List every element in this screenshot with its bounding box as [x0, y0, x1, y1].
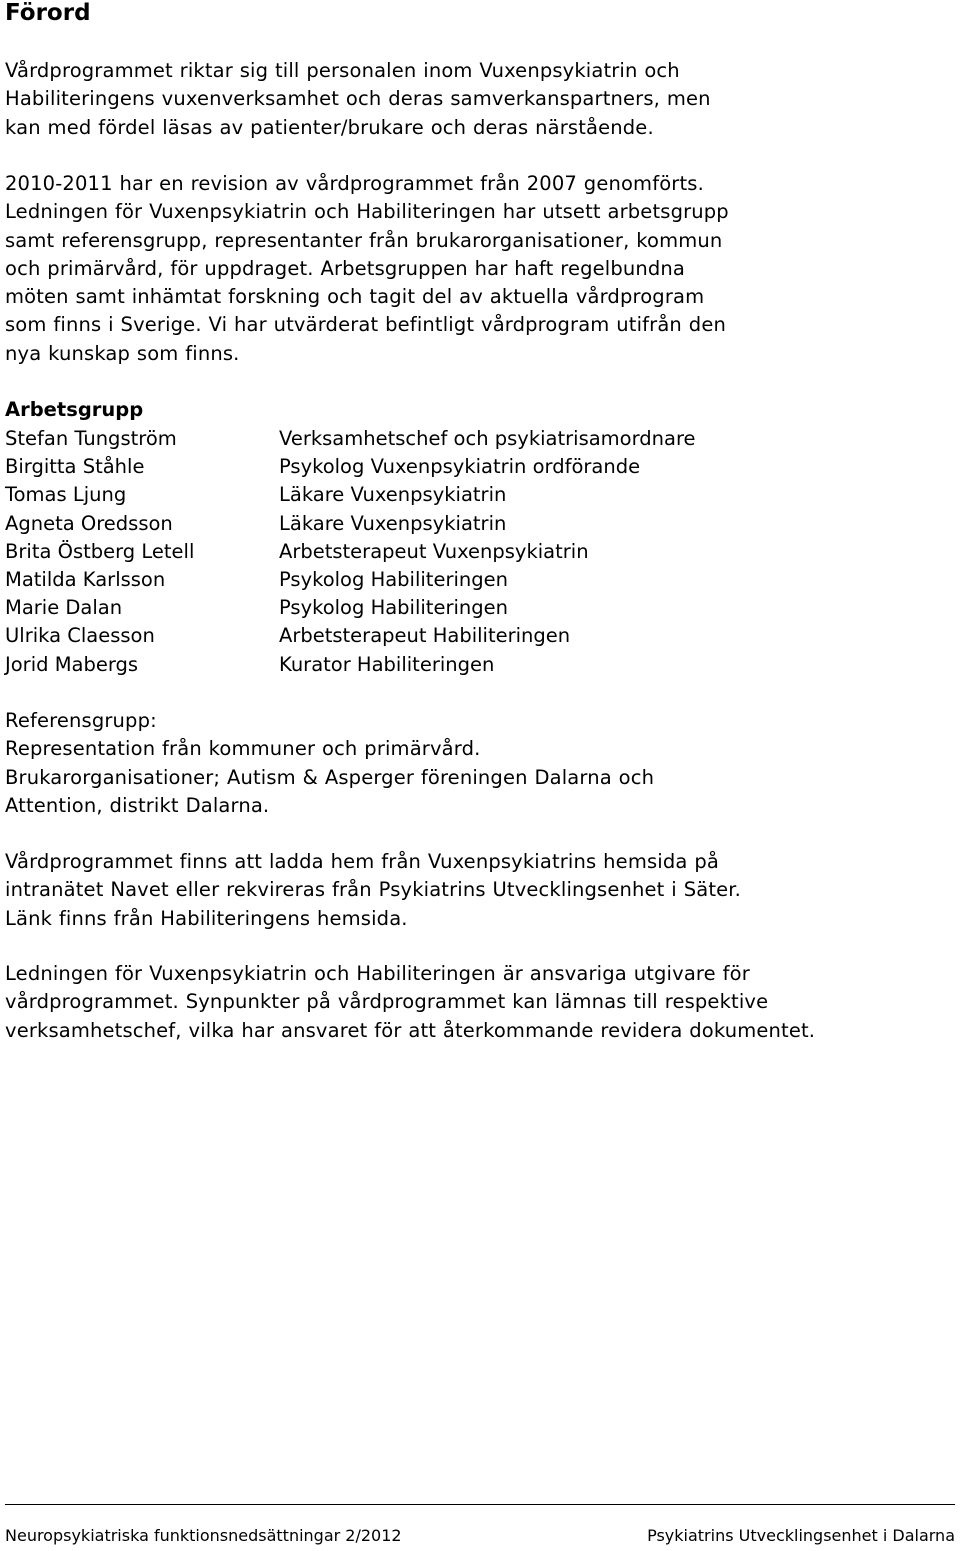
- member-row: [5, 594, 955, 622]
- download-line: Länk finns från Habiliteringens hemsida.: [5, 906, 408, 930]
- responsibility-paragraph: [5, 960, 960, 1045]
- reference-line: Attention, distrikt Dalarna.: [5, 793, 270, 817]
- footer-divider: [5, 1504, 955, 1505]
- member-role: Kurator Habiliteringen: [279, 652, 495, 676]
- reference-line: Brukarorganisationer; Autism & Asperger föreningen Dalarna och: [5, 765, 655, 789]
- member-role: Psykolog Habiliteringen: [279, 596, 508, 620]
- download-line: intranätet Navet eller rekvireras från Psykiatrins Utvecklingsenhet i Säter.: [5, 878, 742, 902]
- member-role: Verksamhetschef och psykiatrisamordnare: [279, 427, 696, 450]
- member-role: Arbetsterapeut Habiliteringen: [279, 624, 571, 648]
- member-name: Agneta Oredsson: [5, 511, 173, 535]
- responsibility-line: Ledningen för Vuxenpsykiatrin och Habiliteringen är ansvariga utgivare för: [5, 962, 750, 985]
- responsibility-line: verksamhetschef, vilka har ansvaret för att återkommande revidera dokumentet.: [5, 1018, 816, 1042]
- revision-line: samt referensgrupp, representanter från brukarorganisationer, kommun: [5, 228, 723, 252]
- reference-line: Representation från kommuner och primärvård.: [5, 737, 481, 761]
- member-name: Stefan Tungström: [5, 427, 177, 450]
- member-role: Läkare Vuxenpsykiatrin: [279, 511, 507, 535]
- member-name: Ulrika Claesson: [5, 624, 155, 648]
- revision-line: nya kunskap som finns.: [5, 341, 240, 365]
- revision-line: och primärvård, för uppdraget. Arbetsgruppen har haft regelbundna: [5, 256, 686, 280]
- intro-paragraph: [5, 57, 955, 142]
- revision-line: möten samt inhämtat forskning och tagit del av aktuella vårdprogram: [5, 285, 705, 309]
- member-name: Birgitta Ståhle: [5, 455, 145, 479]
- page-footer: [5, 1526, 955, 1546]
- revision-paragraph: [5, 170, 955, 368]
- member-row: [5, 566, 955, 594]
- download-line: Vårdprogrammet finns att ladda hem från Vuxenpsykiatrins hemsida på: [5, 850, 719, 873]
- revision-line: som finns i Sverige. Vi har utvärderat befintligt vårdprogram utifrån den: [5, 313, 726, 337]
- page-title: Förord: [5, 0, 91, 26]
- member-row: [5, 510, 955, 538]
- revision-line: Ledningen för Vuxenpsykiatrin och Habiliteringen har utsett arbetsgrupp: [5, 200, 729, 224]
- member-row: [5, 538, 955, 566]
- member-name: Marie Dalan: [5, 596, 123, 620]
- member-role: Arbetsterapeut Vuxenpsykiatrin: [279, 539, 589, 563]
- member-role: Psykolog Vuxenpsykiatrin ordförande: [279, 455, 641, 479]
- member-role: Psykolog Habiliteringen: [279, 567, 508, 591]
- member-row: [5, 481, 955, 509]
- footer-document-title: Neuropsykiatriska funktionsnedsättningar 2/2012: [5, 1526, 402, 1545]
- reference-line: Referensgrupp:: [5, 709, 157, 732]
- footer-publisher: Psykiatrins Utvecklingsenhet i Dalarna: [647, 1526, 955, 1545]
- member-name: Tomas Ljung: [5, 483, 127, 507]
- workgroup-member-list: [5, 425, 955, 679]
- intro-line: Vårdprogrammet riktar sig till personalen inom Vuxenpsykiatrin och: [5, 59, 680, 82]
- member-name: Jorid Mabergs: [5, 652, 139, 676]
- member-row: [5, 651, 955, 679]
- download-paragraph: [5, 848, 955, 933]
- reference-group-paragraph: [5, 707, 955, 820]
- document-page: [5, 0, 955, 1545]
- member-name: Matilda Karlsson: [5, 567, 166, 591]
- revision-line: 2010-2011 har en revision av vårdprogrammet från 2007 genomförts.: [5, 172, 704, 195]
- intro-line: kan med fördel läsas av patienter/brukare och deras närstående.: [5, 115, 654, 139]
- responsibility-line: vårdprogrammet. Synpunkter på vårdprogrammet kan lämnas till respektive: [5, 990, 769, 1014]
- member-name: Brita Östberg Letell: [5, 539, 195, 563]
- member-row: [5, 622, 955, 650]
- member-role: Läkare Vuxenpsykiatrin: [279, 483, 507, 507]
- intro-line: Habiliteringens vuxenverksamhet och deras samverkanspartners, men: [5, 87, 711, 111]
- workgroup-heading: Arbetsgrupp: [5, 398, 144, 421]
- member-row: [5, 425, 955, 453]
- member-row: [5, 453, 955, 481]
